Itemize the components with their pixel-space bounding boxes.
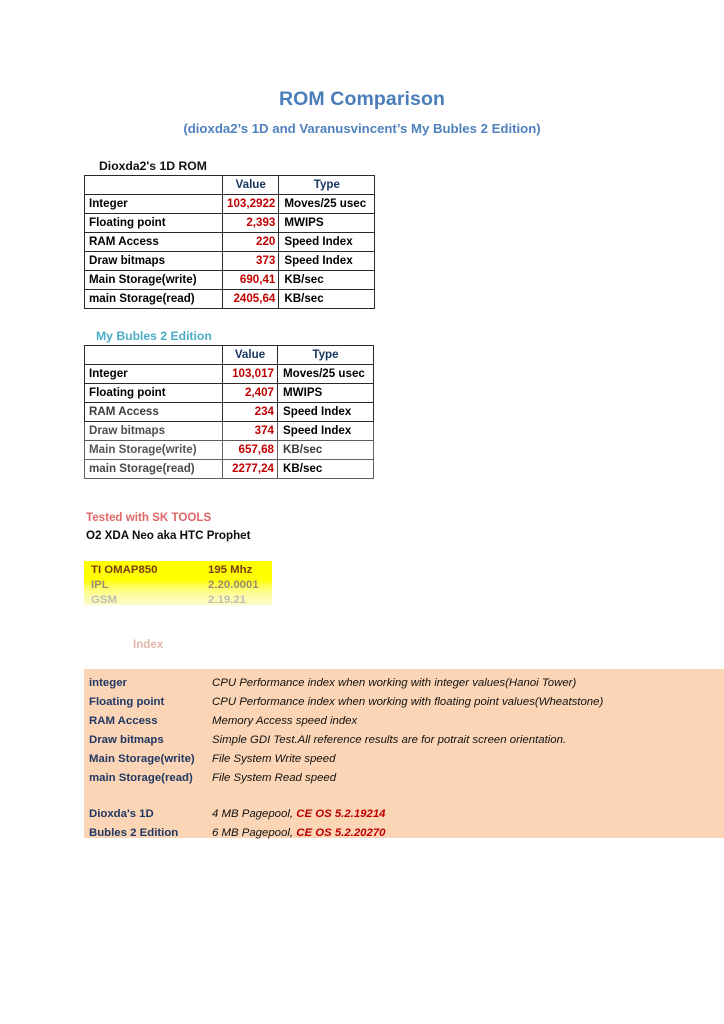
row-type: MWIPS (279, 214, 375, 233)
row-label: main Storage(read) (85, 290, 223, 309)
column-header-type: Type (278, 346, 374, 365)
row-value: 2,407 (223, 384, 278, 403)
legend-key: Draw bitmaps (89, 734, 164, 746)
table-row (85, 195, 375, 214)
row-label: Integer (85, 365, 223, 384)
column-header-value: Value (223, 346, 278, 365)
row-type: KB/sec (278, 441, 374, 460)
hardware-row (84, 578, 272, 593)
table-1-caption: Dioxda2's 1D ROM (99, 159, 207, 173)
row-label: Main Storage(write) (85, 271, 223, 290)
legend-description: Simple GDI Test.All reference results are for potrait screen orientation. (212, 734, 567, 746)
row-value: 2277,24 (223, 460, 278, 479)
row-type: MWIPS (278, 384, 374, 403)
rom-spec-os-version: CE OS 5.2.19214 (296, 808, 386, 820)
legend-row (84, 769, 724, 787)
rom-spec-key: Bubles 2 Edition (89, 827, 179, 839)
rom-spec-description (212, 824, 386, 842)
legend-key: RAM Access (89, 715, 158, 727)
row-label: Integer (85, 195, 223, 214)
legend-description: CPU Performance index when working with floating point values(Wheatstone) (212, 696, 604, 708)
table-row (85, 233, 375, 252)
hardware-key: GSM (91, 594, 117, 606)
row-type: Speed Index (279, 252, 375, 271)
rom-spec-row (84, 805, 724, 823)
row-value: 2,393 (223, 214, 279, 233)
row-type: KB/sec (279, 271, 375, 290)
tested-with-label: Tested with SK TOOLS (86, 511, 212, 524)
rom-spec-pagepool: 6 MB Pagepool, (212, 827, 297, 839)
legend-description: CPU Performance index when working with integer values(Hanoi Tower) (212, 677, 577, 689)
rom-spec-row (84, 824, 724, 842)
hardware-value: 195 Mhz (208, 564, 253, 576)
table-row (85, 290, 375, 309)
row-label: Draw bitmaps (85, 422, 223, 441)
row-value: 2405,64 (223, 290, 279, 309)
rom-spec-pagepool: 4 MB Pagepool, (212, 808, 297, 820)
row-type: KB/sec (279, 290, 375, 309)
hardware-value: 2.19.21 (208, 594, 247, 606)
table-header-row (85, 346, 374, 365)
row-type: KB/sec (278, 460, 374, 479)
table-row (85, 214, 375, 233)
hardware-info-block (84, 561, 272, 605)
legend-key: Main Storage(write) (89, 753, 195, 765)
row-value: 234 (223, 403, 278, 422)
rom-spec-description (212, 805, 386, 823)
rom-spec-os-version: CE OS 5.2.20270 (296, 827, 386, 839)
row-value: 374 (223, 422, 278, 441)
legend-row (84, 731, 724, 749)
row-label: Floating point (85, 214, 223, 233)
hardware-row (84, 593, 272, 608)
row-value: 657,68 (223, 441, 278, 460)
row-type: Speed Index (278, 422, 374, 441)
row-label: Main Storage(write) (85, 441, 223, 460)
row-type: Moves/25 usec (278, 365, 374, 384)
column-header-value: Value (223, 176, 279, 195)
table-row (85, 403, 374, 422)
table-row (85, 252, 375, 271)
legend-description: File System Read speed (212, 772, 337, 784)
legend-key: main Storage(read) (89, 772, 193, 784)
table-row (85, 422, 374, 441)
legend-key: integer (89, 677, 127, 689)
row-type: Speed Index (278, 403, 374, 422)
page-subtitle: (dioxda2’s 1D and Varanusvincent’s My Bubles 2 Edition) (183, 121, 541, 136)
table-row (85, 271, 375, 290)
legend-row (84, 693, 724, 711)
row-label: main Storage(read) (85, 460, 223, 479)
rom-spec-key: Dioxda's 1D (89, 808, 154, 820)
row-value: 373 (223, 252, 279, 271)
device-name-label: O2 XDA Neo aka HTC Prophet (86, 529, 251, 542)
row-label: RAM Access (85, 403, 223, 422)
benchmark-table-my-bubles-2-edition (84, 345, 374, 479)
hardware-row (84, 563, 272, 578)
column-header-blank (85, 346, 223, 365)
table-header-row (85, 176, 375, 195)
legend-description: Memory Access speed index (212, 715, 358, 727)
hardware-key: TI OMAP850 (91, 564, 158, 576)
row-label: Draw bitmaps (85, 252, 223, 271)
column-header-blank (85, 176, 223, 195)
row-type: Speed Index (279, 233, 375, 252)
row-label: RAM Access (85, 233, 223, 252)
table-row (85, 384, 374, 403)
table-row (85, 441, 374, 460)
legend-row (84, 750, 724, 768)
legend-description: File System Write speed (212, 753, 336, 765)
table-row (85, 460, 374, 479)
table-2-caption: My Bubles 2 Edition (96, 329, 212, 343)
hardware-value: 2.20.0001 (208, 579, 259, 591)
legend-row (84, 712, 724, 730)
row-value: 103,017 (223, 365, 278, 384)
table-row (85, 365, 374, 384)
row-label: Floating point (85, 384, 223, 403)
page-title: ROM Comparison (278, 88, 446, 110)
index-legend-panel (84, 669, 724, 838)
row-value: 103,2922 (223, 195, 279, 214)
index-section-caption: Index (133, 638, 164, 651)
row-value: 690,41 (223, 271, 279, 290)
benchmark-table-dioxda2-1d (84, 175, 375, 309)
row-value: 220 (223, 233, 279, 252)
hardware-key: IPL (91, 579, 109, 591)
legend-key: Floating point (89, 696, 165, 708)
row-type: Moves/25 usec (279, 195, 375, 214)
legend-row (84, 674, 724, 692)
column-header-type: Type (279, 176, 375, 195)
